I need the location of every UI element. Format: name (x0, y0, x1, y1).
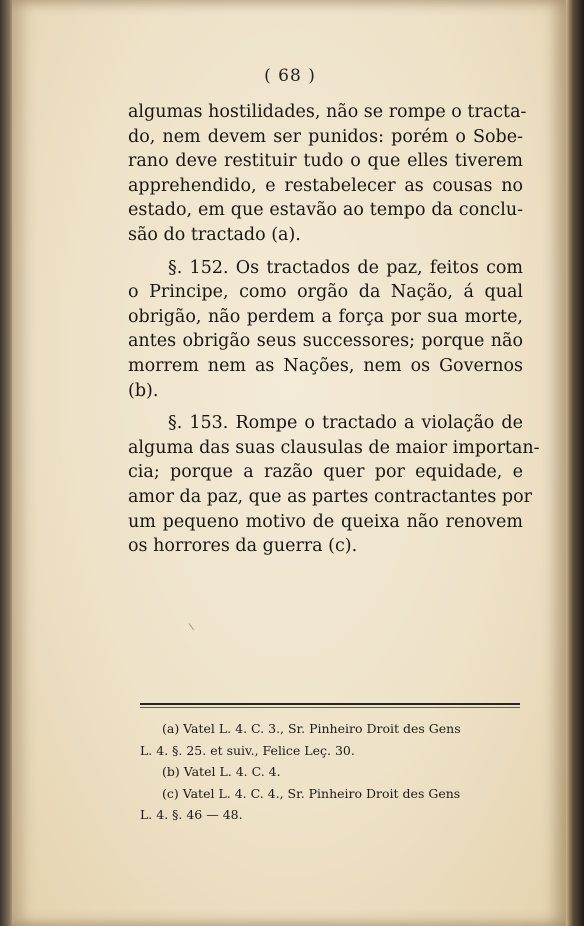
footnote-line: (b) Vatel L. 4. C. 4. (162, 764, 281, 779)
text-line: alguma das suas clausulas de maior importan- (128, 437, 540, 458)
footnote-line: (a) Vatel L. 4. C. 3., Sr. Pinheiro Droit des Gens (162, 721, 461, 736)
text-line: algumas hostilidades, não se rompe o tracta- (128, 102, 527, 122)
text-line: o Principe, como orgão da Nação, á qual (128, 282, 523, 303)
footnote-line: (c) Vatel L. 4. C. 4., Sr. Pinheiro Droit des Gens (162, 785, 461, 801)
footnote-divider (140, 703, 520, 705)
text-line: (b). (128, 380, 159, 401)
text-line: obrigão, não perdem a força por sua morte, (128, 306, 523, 327)
text-line: apprehendido, e restabelecer as cousas no (128, 175, 523, 196)
text-line: os horrores da guerra (c). (128, 536, 358, 557)
text-line: estado, em que estavão ao tempo da conclu- (128, 200, 523, 221)
text-line: antes obrigão seus successores; porque não (128, 331, 523, 352)
text-line: §. 153. Rompe o tractado a violação de (168, 413, 523, 434)
book-edge-right (566, 0, 584, 926)
text-line: são do tractado (a). (128, 224, 301, 245)
ink-mark (189, 618, 203, 631)
footnotes (140, 718, 522, 826)
text-line: amor da paz, que as partes contractantes por (128, 486, 532, 507)
text-line: §. 152. Os tractados de paz, feitos com (168, 257, 523, 278)
footnote-line: L. 4. §. 46 — 48. (140, 807, 243, 822)
footnote-line: L. 4. §. 25. et suiv., Felice Leç. 30. (140, 742, 355, 758)
footnote-divider-thin (140, 707, 520, 708)
text-line: cia; porque a razão quer por equidade, e (128, 462, 523, 483)
page-number: ( 68 ) (264, 66, 316, 86)
body-text (128, 100, 540, 559)
text-line: morrem nem as Nações, nem os Governos (128, 355, 523, 376)
text-line: um pequeno motivo de queixa não renovem (128, 511, 523, 532)
text-line: rano deve restituir tudo o que elles tiverem (128, 151, 523, 172)
text-line: do, nem devem ser punidos: porém o Sobe- (128, 126, 523, 147)
